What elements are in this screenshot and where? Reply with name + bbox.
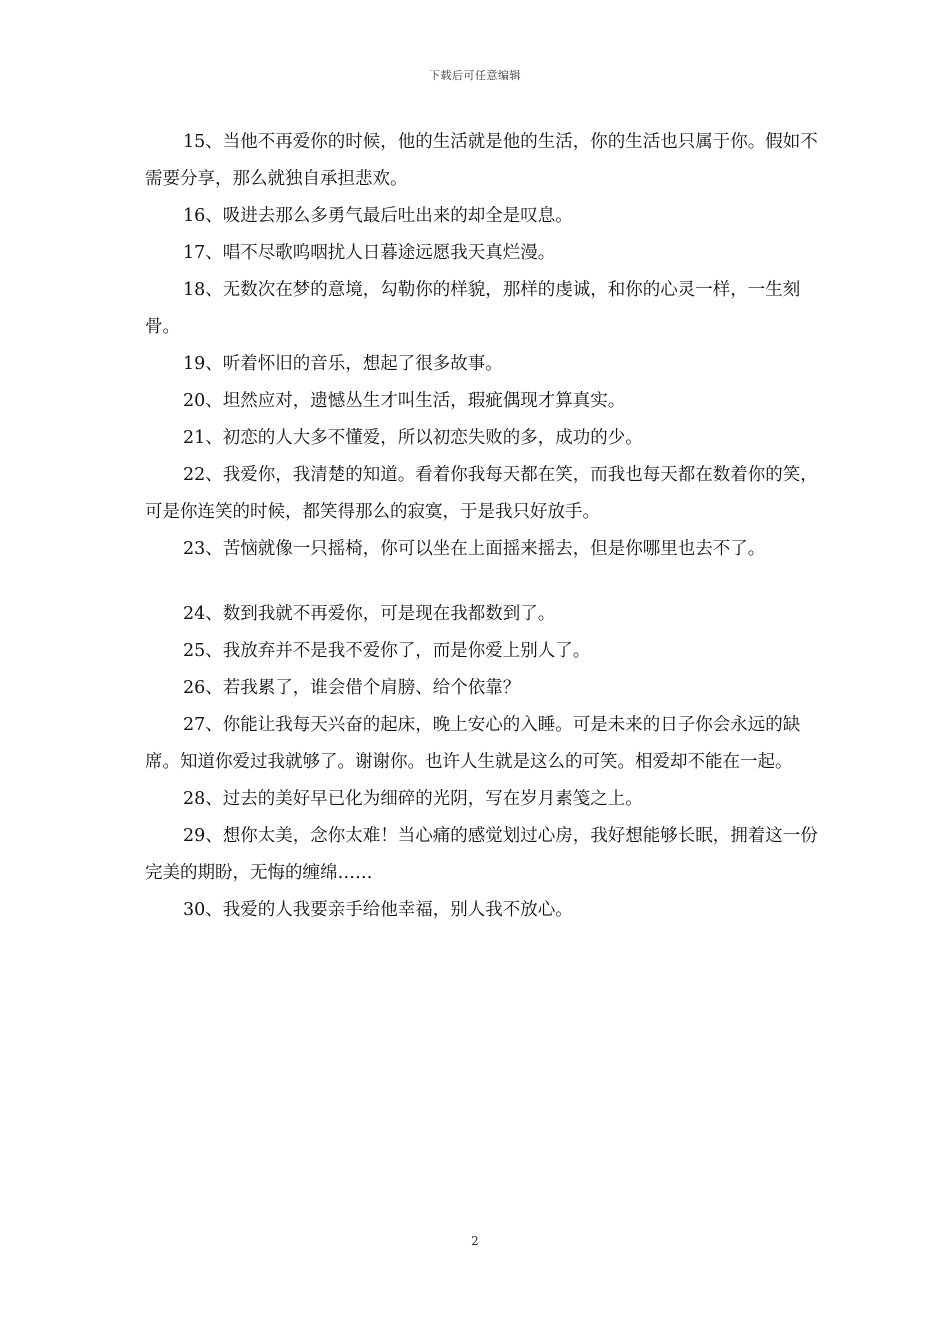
paragraph-20: 20、坦然应对，遗憾丛生才叫生活，瑕疵偶现才算真实。 — [183, 391, 626, 411]
paragraph-21: 21、初恋的人大多不懂爱，所以初恋失败的多，成功的少。 — [183, 428, 643, 448]
paragraph-27: 27、你能让我每天兴奋的起床，晚上安心的入睡。可是未来的日子你会永远的缺席。知道你爱过我就够了。谢谢你。也许人生就是这么的可笑。相爱却不能在一起。 — [145, 715, 801, 772]
paragraph-18: 18、无数次在梦的意境，勾勒你的样貌，那样的虔诚，和你的心灵一样，一生刻骨。 — [145, 280, 801, 337]
paragraph-25: 25、我放弃并不是我不爱你了，而是你爱上别人了。 — [183, 641, 591, 661]
paragraph-24: 24、数到我就不再爱你，可是现在我都数到了。 — [183, 604, 556, 624]
paragraph-16: 16、吸进去那么多勇气最后吐出来的却全是叹息。 — [183, 206, 573, 226]
paragraph-29: 29、想你太美，念你太难！当心痛的感觉划过心房，我好想能够长眠，拥着这一份完美的期盼，无悔的缠绵…… — [145, 826, 818, 883]
paragraph-19: 19、听着怀旧的音乐，想起了很多故事。 — [183, 354, 503, 374]
page-number: 2 — [471, 1234, 479, 1248]
paragraph-28: 28、过去的美好早已化为细碎的光阴，写在岁月素笺之上。 — [183, 789, 643, 809]
paragraph-17: 17、唱不尽歌呜咽扰人日暮途远愿我天真烂漫。 — [183, 243, 556, 263]
paragraph-30: 30、我爱的人我要亲手给他幸福，别人我不放心。 — [183, 900, 573, 920]
body-text — [145, 124, 825, 929]
paragraph-gap — [145, 568, 825, 596]
paragraph-23: 23、苦恼就像一只摇椅，你可以坐在上面摇来摇去，但是你哪里也去不了。 — [183, 539, 766, 559]
page-header: 下载后可任意编辑 — [429, 69, 521, 82]
paragraph-26: 26、若我累了，谁会借个肩膀、给个依靠？ — [183, 678, 521, 698]
paragraph-22: 22、我爱你，我清楚的知道。看着你我每天都在笑，而我也每天都在数着你的笑，可是你连笑的时候，都笑得那么的寂寞，于是我只好放手。 — [145, 465, 818, 522]
paragraph-15: 15、当他不再爱你的时候，他的生活就是他的生活，你的生活也只属于你。假如不需要分享，那么就独自承担悲欢。 — [145, 132, 818, 189]
